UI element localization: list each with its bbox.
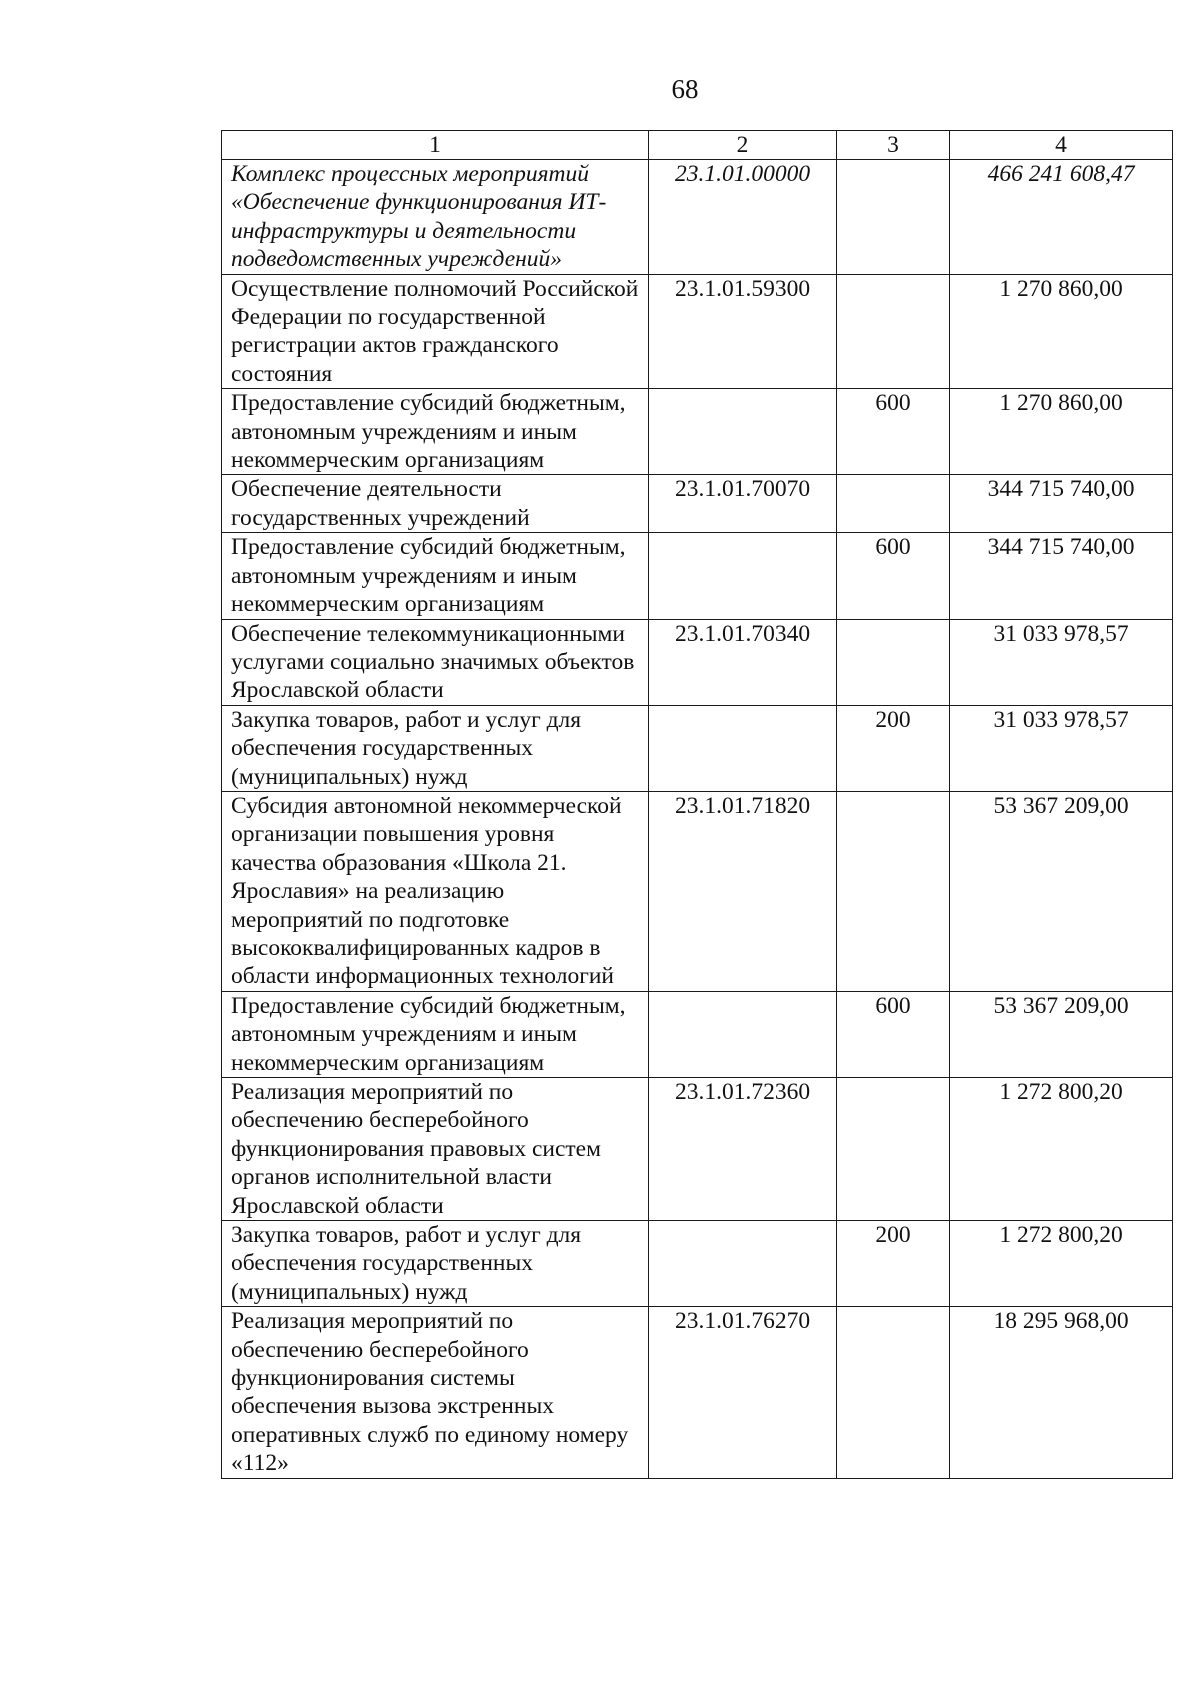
row-name-cell: Предоставление субсидий бюджетным, автономным учреждениям и иным некоммерческим организациям bbox=[222, 389, 649, 475]
table-row bbox=[222, 1307, 1173, 1478]
row-name-cell: Реализация мероприятий по обеспечению бесперебойного функционирования правовых систем органов исполнительной власти Ярославской области bbox=[222, 1078, 649, 1221]
row-code-cell: 23.1.01.72360 bbox=[649, 1078, 837, 1221]
row-type-cell bbox=[837, 1078, 950, 1221]
row-code-cell bbox=[649, 1221, 837, 1307]
row-name-cell: Предоставление субсидий бюджетным, автономным учреждениям и иным некоммерческим организациям bbox=[222, 991, 649, 1077]
row-name-cell: Осуществление полномочий Российской Федерации по государственной регистрации актов гражданского состояния bbox=[222, 274, 649, 389]
row-name-cell: Закупка товаров, работ и услуг для обеспечения государственных (муниципальных) нужд bbox=[222, 1221, 649, 1307]
column-header-2: 2 bbox=[649, 131, 837, 160]
row-amount-cell: 31 033 978,57 bbox=[950, 619, 1173, 705]
row-amount-cell: 344 715 740,00 bbox=[950, 475, 1173, 533]
row-type-cell bbox=[837, 791, 950, 991]
table-row bbox=[222, 991, 1173, 1077]
row-type-cell bbox=[837, 619, 950, 705]
row-code-cell bbox=[649, 705, 837, 791]
row-code-cell: 23.1.01.70070 bbox=[649, 475, 837, 533]
table-row bbox=[222, 475, 1173, 533]
table-body bbox=[222, 131, 1173, 1479]
table-row bbox=[222, 1221, 1173, 1307]
row-code-cell: 23.1.01.70340 bbox=[649, 619, 837, 705]
row-type-cell: 200 bbox=[837, 1221, 950, 1307]
row-code-cell: 23.1.01.76270 bbox=[649, 1307, 837, 1478]
row-type-cell bbox=[837, 160, 950, 275]
row-amount-cell: 1 272 800,20 bbox=[950, 1221, 1173, 1307]
row-type-cell bbox=[837, 475, 950, 533]
row-name-cell: Обеспечение деятельности государственных учреждений bbox=[222, 475, 649, 533]
table-row bbox=[222, 389, 1173, 475]
row-code-cell bbox=[649, 389, 837, 475]
row-amount-cell: 1 272 800,20 bbox=[950, 1078, 1173, 1221]
budget-table bbox=[221, 130, 1173, 1479]
row-type-cell bbox=[837, 274, 950, 389]
table-row bbox=[222, 619, 1173, 705]
row-amount-cell: 31 033 978,57 bbox=[950, 705, 1173, 791]
page-number: 68 bbox=[671, 74, 699, 104]
row-name-cell: Обеспечение телекоммуникационными услугами социально значимых объектов Ярославской области bbox=[222, 619, 649, 705]
row-code-cell: 23.1.01.59300 bbox=[649, 274, 837, 389]
row-name-cell: Реализация мероприятий по обеспечению бесперебойного функционирования системы обеспечения вызова экстренных оперативных служб по единому номеру «112» bbox=[222, 1307, 649, 1478]
row-amount-cell: 466 241 608,47 bbox=[950, 160, 1173, 275]
table-row bbox=[222, 160, 1173, 275]
row-type-cell bbox=[837, 1307, 950, 1478]
row-code-cell: 23.1.01.00000 bbox=[649, 160, 837, 275]
column-header-1: 1 bbox=[222, 131, 649, 160]
row-amount-cell: 344 715 740,00 bbox=[950, 533, 1173, 619]
row-amount-cell: 53 367 209,00 bbox=[950, 991, 1173, 1077]
row-code-cell: 23.1.01.71820 bbox=[649, 791, 837, 991]
column-header-3: 3 bbox=[837, 131, 950, 160]
table-row bbox=[222, 1078, 1173, 1221]
row-code-cell bbox=[649, 533, 837, 619]
row-name-cell: Комплекс процессных мероприятий «Обеспечение функционирования ИТ-инфраструктуры и деятельности подведомственных учреждений» bbox=[222, 160, 649, 275]
row-amount-cell: 53 367 209,00 bbox=[950, 791, 1173, 991]
row-amount-cell: 18 295 968,00 bbox=[950, 1307, 1173, 1478]
row-type-cell: 200 bbox=[837, 705, 950, 791]
header-row bbox=[222, 131, 1173, 160]
row-amount-cell: 1 270 860,00 bbox=[950, 389, 1173, 475]
row-type-cell: 600 bbox=[837, 991, 950, 1077]
column-header-4: 4 bbox=[950, 131, 1173, 160]
row-name-cell: Предоставление субсидий бюджетным, автономным учреждениям и иным некоммерческим организациям bbox=[222, 533, 649, 619]
row-name-cell: Закупка товаров, работ и услуг для обеспечения государственных (муниципальных) нужд bbox=[222, 705, 649, 791]
row-name-cell: Субсидия автономной некоммерческой организации повышения уровня качества образования «Школа 21. Ярославия» на реализацию мероприятий по подготовке высококвалифицированных кадров в области информационных технологий bbox=[222, 791, 649, 991]
table-row bbox=[222, 791, 1173, 991]
table-row bbox=[222, 274, 1173, 389]
table-row bbox=[222, 533, 1173, 619]
row-code-cell bbox=[649, 991, 837, 1077]
row-type-cell: 600 bbox=[837, 389, 950, 475]
table-row bbox=[222, 705, 1173, 791]
row-amount-cell: 1 270 860,00 bbox=[950, 274, 1173, 389]
row-type-cell: 600 bbox=[837, 533, 950, 619]
